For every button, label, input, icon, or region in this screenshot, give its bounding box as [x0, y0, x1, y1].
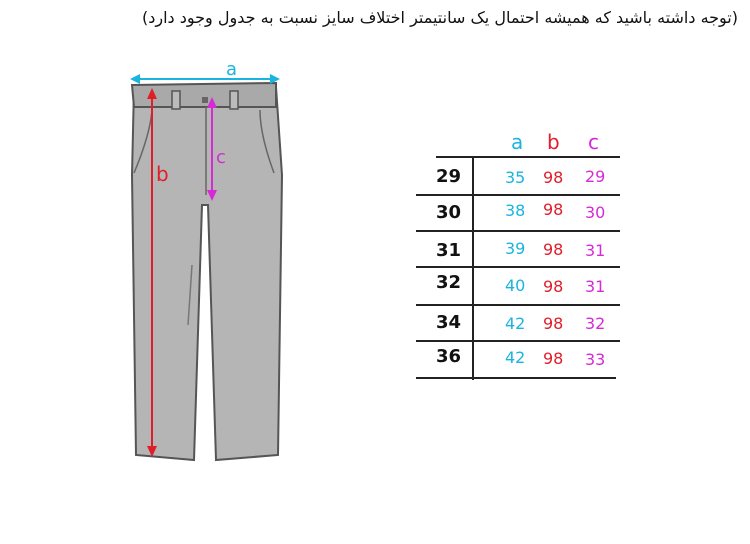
row-divider — [416, 304, 620, 306]
size-value: 32 — [436, 272, 462, 293]
label-c: c — [216, 147, 226, 168]
size-value: 36 — [436, 346, 462, 367]
table-row — [416, 344, 621, 381]
size-note: (توجه داشته باشید که همیشه احتمال یک سانتیمتر اختلاف سایز نسبت به جدول وجود دارد) — [142, 8, 738, 27]
value-a: 38 — [505, 201, 526, 220]
value-a: 40 — [505, 276, 526, 295]
value-b: 98 — [543, 349, 564, 368]
row-divider — [416, 194, 620, 196]
header-divider — [436, 156, 620, 158]
label-b: b — [156, 162, 169, 186]
pants-shape — [132, 87, 282, 460]
value-c: 32 — [585, 314, 606, 333]
value-b: 98 — [543, 240, 564, 259]
label-a: a — [226, 59, 238, 80]
row-divider — [416, 230, 620, 232]
size-value: 30 — [436, 202, 462, 223]
value-c: 30 — [585, 203, 606, 222]
value-c: 31 — [585, 241, 606, 260]
header-b: b — [547, 130, 560, 154]
value-a: 39 — [505, 239, 526, 258]
pants-diagram — [120, 55, 295, 470]
value-a: 42 — [505, 314, 526, 333]
row-divider — [416, 377, 616, 379]
value-a: 42 — [505, 348, 526, 367]
row-divider — [416, 266, 620, 268]
table-row — [416, 270, 621, 307]
header-c: c — [588, 130, 599, 154]
size-value: 29 — [436, 166, 462, 187]
belt-loop — [172, 91, 180, 109]
value-c: 29 — [585, 167, 606, 186]
value-b: 98 — [543, 277, 564, 296]
value-c: 31 — [585, 277, 606, 296]
value-b: 98 — [543, 200, 564, 219]
size-value: 31 — [436, 240, 462, 261]
size-value: 34 — [436, 312, 462, 333]
value-b: 98 — [543, 314, 564, 333]
arrow-a-head-left — [130, 74, 140, 84]
value-c: 33 — [585, 350, 606, 369]
belt-loop — [230, 91, 238, 109]
size-table — [416, 130, 621, 385]
row-divider — [416, 340, 620, 342]
header-a: a — [511, 130, 524, 154]
value-b: 98 — [543, 168, 564, 187]
value-a: 35 — [505, 168, 526, 187]
waist-button — [202, 97, 208, 103]
